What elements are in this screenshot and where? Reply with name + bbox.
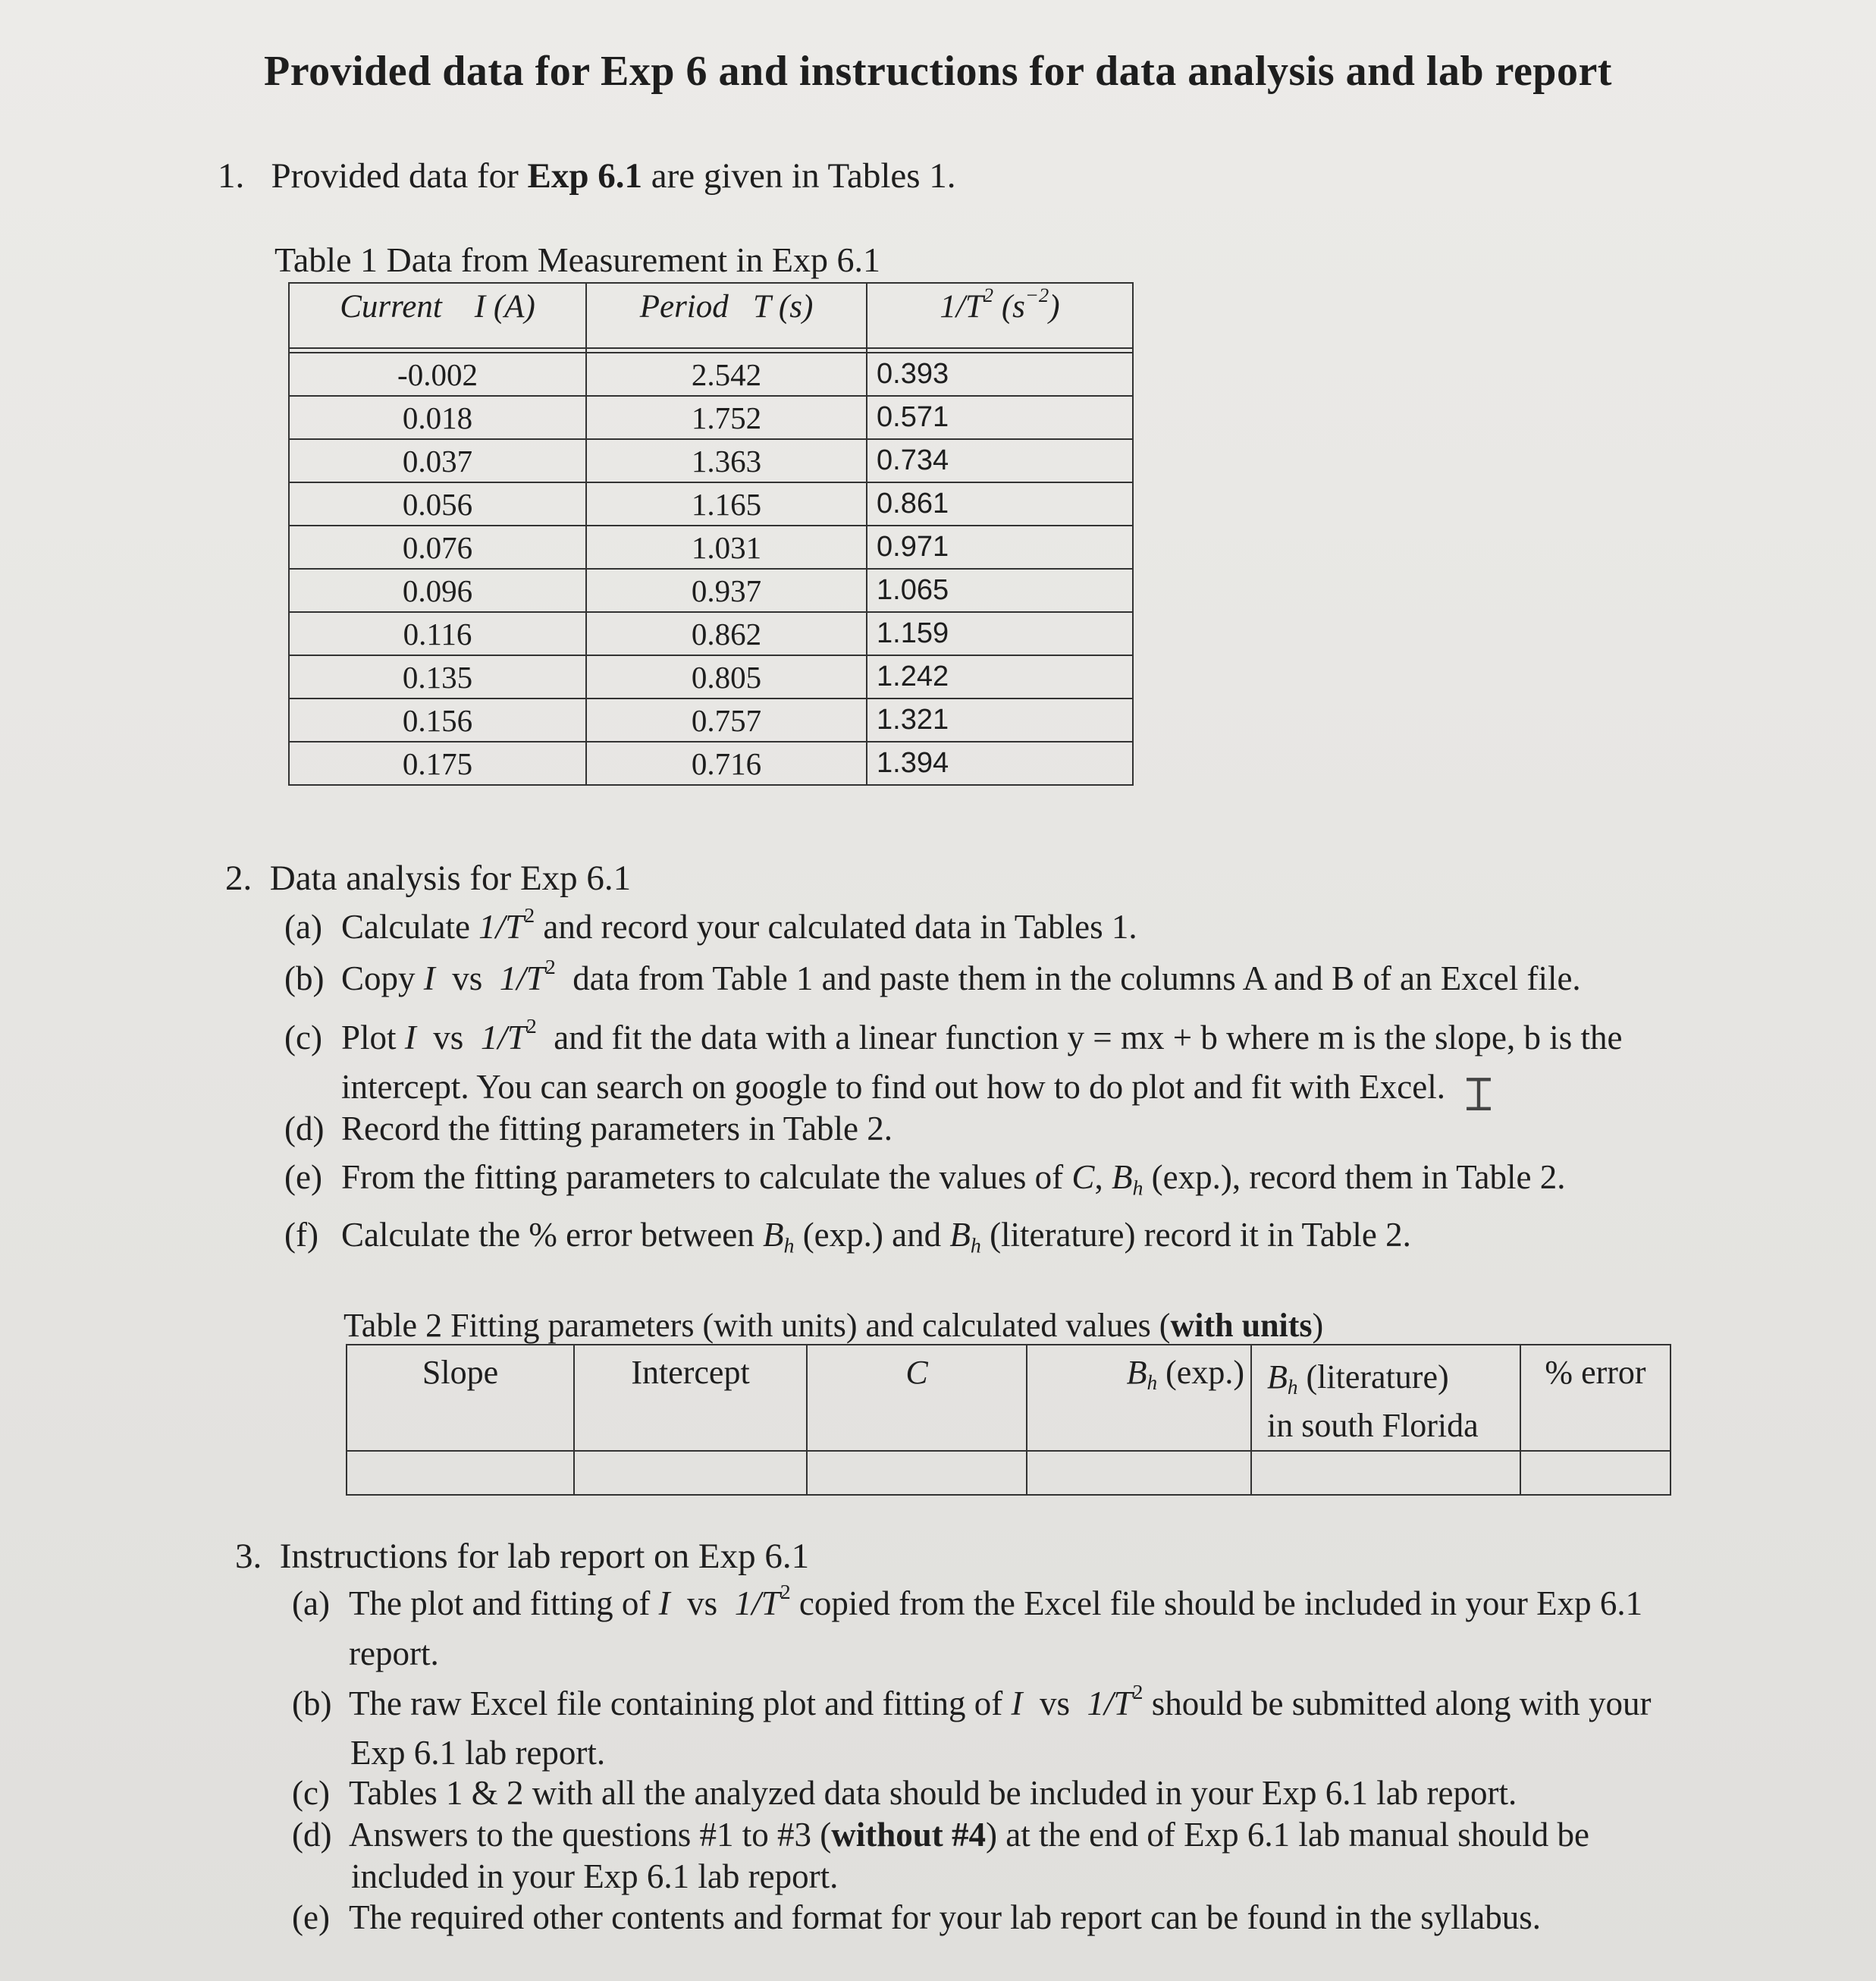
table2-header-slope: Slope xyxy=(347,1345,574,1451)
table1-cell-inverse-period-squared: 1.159 xyxy=(867,612,1133,655)
table1-cell-current: 0.175 xyxy=(289,742,586,785)
section-3-heading: 3. Instructions for lab report on Exp 6.1 xyxy=(235,1537,810,1576)
table1-row xyxy=(289,742,1133,785)
section-3-item-a: (a) The plot and fitting of I vs $1/T^2$ copied from the Excel file should be included in your Exp 6.1 xyxy=(292,1581,1643,1622)
table1-cell-period: 0.937 xyxy=(586,569,867,612)
table-2 xyxy=(346,1344,1671,1496)
table1-cell-inverse-period-squared: 1.321 xyxy=(867,699,1133,742)
table1-cell-period: 1.363 xyxy=(586,439,867,482)
table1-cell-inverse-period-squared: 0.393 xyxy=(867,353,1133,396)
table2-cell-intercept[interactable] xyxy=(574,1451,807,1495)
table1-cell-period: 2.542 xyxy=(586,353,867,396)
table1-row xyxy=(289,396,1133,439)
section-2-item-c-continued: intercept. You can search on google to find out how to do plot and fit with Excel. xyxy=(341,1068,1445,1106)
section-2-item-e: (e) From the fitting parameters to calculate the values of C, $B_h$ (exp.), record them in Table 2. xyxy=(284,1158,1566,1201)
table1-cell-current: 0.037 xyxy=(289,439,586,482)
table1-cell-inverse-period-squared: 0.734 xyxy=(867,439,1133,482)
section-3-item-b-continued: Exp 6.1 lab report. xyxy=(350,1734,606,1772)
table1-cell-period: 0.862 xyxy=(586,612,867,655)
section-3-item-c: (c) Tables 1 & 2 with all the analyzed data should be included in your Exp 6.1 lab report. xyxy=(292,1774,1517,1812)
table1-row xyxy=(289,526,1133,569)
table2-caption: Table 2 Fitting parameters (with units) and calculated values (with units) xyxy=(344,1307,1324,1344)
table2-cell-bh-literature[interactable] xyxy=(1251,1451,1520,1495)
table1-header-period: Period T (s) xyxy=(586,283,867,348)
section-1: 1. Provided data for Exp 6.1 are given in Tables 1. xyxy=(218,156,956,196)
table1-cell-period: 0.757 xyxy=(586,699,867,742)
table1-cell-inverse-period-squared: 0.971 xyxy=(867,526,1133,569)
table2-header-intercept: Intercept xyxy=(574,1345,807,1451)
table1-row xyxy=(289,612,1133,655)
table1-cell-current: 0.056 xyxy=(289,482,586,526)
section-3-item-d-continued: included in your Exp 6.1 lab report. xyxy=(351,1857,839,1895)
table1-cell-current: 0.116 xyxy=(289,612,586,655)
table1-row xyxy=(289,655,1133,699)
table2-cell-c[interactable] xyxy=(807,1451,1027,1495)
table1-cell-inverse-period-squared: 1.065 xyxy=(867,569,1133,612)
table1-caption: Table 1 Data from Measurement in Exp 6.1 xyxy=(274,240,880,279)
table1-cell-inverse-period-squared: 0.571 xyxy=(867,396,1133,439)
table1-cell-period: 0.716 xyxy=(586,742,867,785)
table1-cell-current: 0.156 xyxy=(289,699,586,742)
table2-cell-bh-exp[interactable] xyxy=(1027,1451,1251,1495)
section-3-item-e: (e) The required other contents and format for your lab report can be found in the syllabus. xyxy=(292,1898,1541,1936)
table1-row xyxy=(289,439,1133,482)
section-2-heading: 2. Data analysis for Exp 6.1 xyxy=(225,859,632,898)
table1-cell-current: 0.135 xyxy=(289,655,586,699)
table2-header-row xyxy=(347,1345,1671,1451)
section-2-item-b: (b) Copy I vs $1/T^2$ data from Table 1 and paste them in the columns A and B of an Excel file. xyxy=(284,956,1581,997)
section-3-item-b: (b) The raw Excel file containing plot and fitting of I vs $1/T^2$ should be submitted along with your xyxy=(292,1681,1652,1722)
table2-header-c: C xyxy=(807,1345,1027,1451)
table1-cell-current: 0.096 xyxy=(289,569,586,612)
table1-cell-current: -0.002 xyxy=(289,353,586,396)
section-3-item-a-continued: report. xyxy=(349,1634,439,1672)
table2-header-bh-literature: $B_h$ (literature) in south Florida xyxy=(1251,1345,1520,1451)
table1-row xyxy=(289,482,1133,526)
table1-cell-current: 0.018 xyxy=(289,396,586,439)
table2-header-bh-exp: $B_h$ (exp.) xyxy=(1027,1345,1251,1451)
table1-cell-period: 0.805 xyxy=(586,655,867,699)
table2-empty-row[interactable] xyxy=(347,1451,1671,1495)
table2-cell-percent-error[interactable] xyxy=(1520,1451,1671,1495)
section-1-number: 1. xyxy=(218,156,245,196)
page-title: Provided data for Exp 6 and instructions for data analysis and lab report xyxy=(264,48,1612,95)
table1-cell-period: 1.752 xyxy=(586,396,867,439)
text-cursor-icon: ⌶ xyxy=(1465,1069,1492,1119)
section-2-item-c: (c) Plot I vs $1/T^2$ and fit the data with a linear function y = mx + b where m is the slope, b is the xyxy=(284,1015,1623,1056)
table1-row xyxy=(289,353,1133,396)
table1-header-current: Current I (A) xyxy=(289,283,586,348)
section-3-item-d: (d) Answers to the questions #1 to #3 (without #4) at the end of Exp 6.1 lab manual should be xyxy=(292,1816,1590,1854)
section-2-item-d: (d) Record the fitting parameters in Table 2. xyxy=(284,1110,893,1147)
table-1 xyxy=(288,282,1134,786)
table1-row xyxy=(289,699,1133,742)
table1-cell-period: 1.165 xyxy=(586,482,867,526)
table1-header-row xyxy=(289,283,1133,348)
section-2-item-a: (a) Calculate $1/T^2$ and record your calculated data in Tables 1. xyxy=(284,904,1137,946)
table1-cell-inverse-period-squared: 1.394 xyxy=(867,742,1133,785)
table1-cell-current: 0.076 xyxy=(289,526,586,569)
table1-body xyxy=(289,353,1133,785)
table1-header-inverse-period-squared: $1/T^2$ $(s^{-2})$ xyxy=(867,283,1133,348)
table1-cell-period: 1.031 xyxy=(586,526,867,569)
table1-row xyxy=(289,569,1133,612)
table2-cell-slope[interactable] xyxy=(347,1451,574,1495)
table2-header-percent-error: % error xyxy=(1520,1345,1671,1451)
table1-cell-inverse-period-squared: 0.861 xyxy=(867,482,1133,526)
section-2-item-f: (f) Calculate the % error between $B_h$ (exp.) and $B_h$ (literature) record it in Table 2. xyxy=(284,1216,1411,1258)
table1-cell-inverse-period-squared: 1.242 xyxy=(867,655,1133,699)
